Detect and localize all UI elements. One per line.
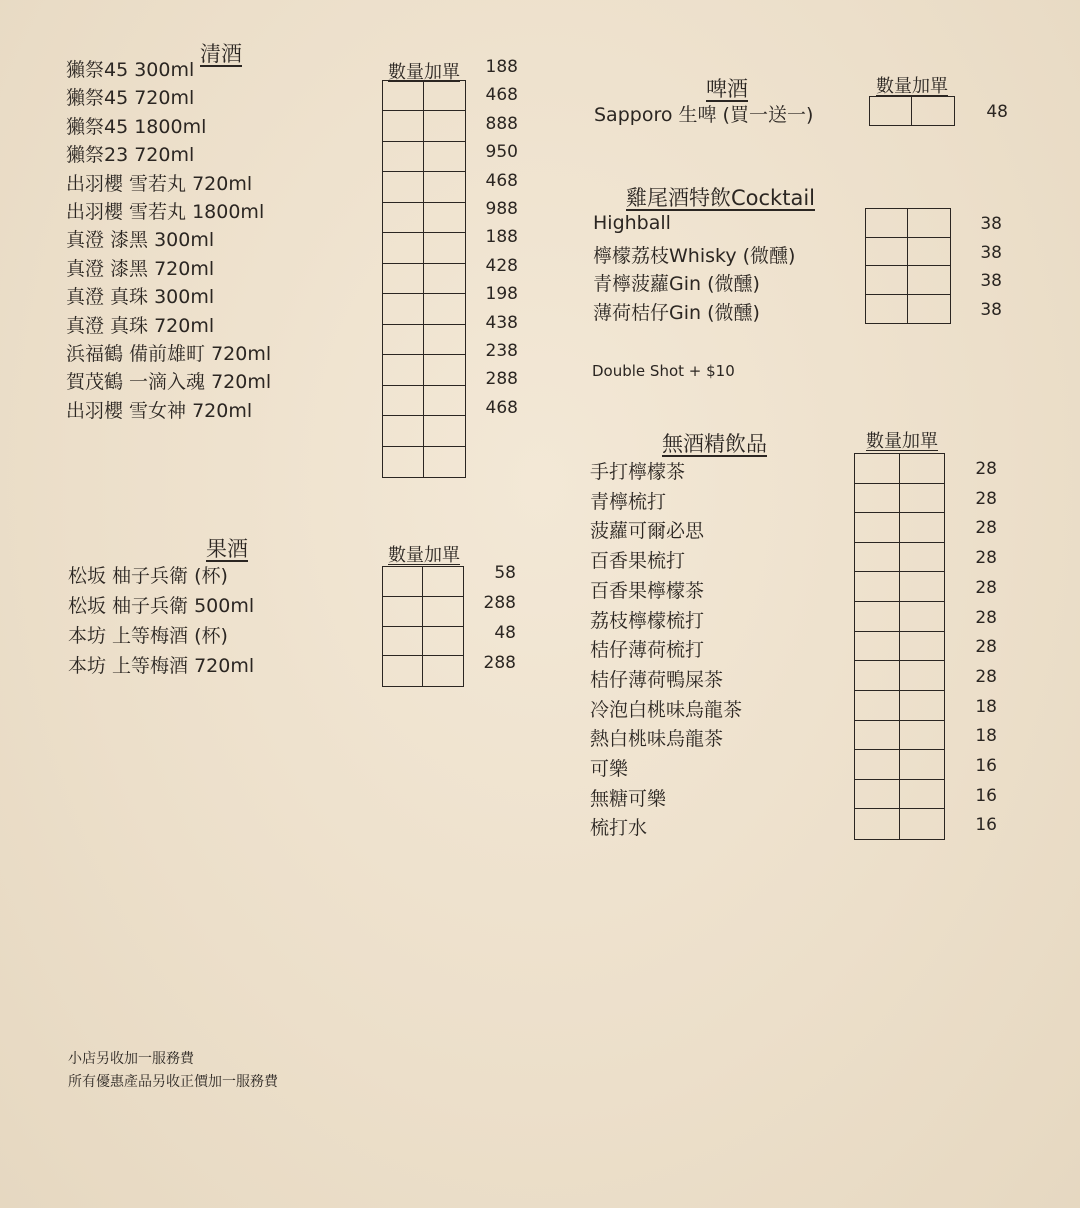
promo-service-charge-note: 所有優惠產品另收正價加一服務費: [68, 1074, 278, 1090]
sake-qty-cell[interactable]: [424, 416, 465, 446]
fruit-wine-quantity-grid[interactable]: [382, 566, 464, 687]
non-alcoholic-qty-cell[interactable]: [855, 543, 900, 573]
sake-qty-cell[interactable]: [383, 416, 424, 446]
sake-item-name: 真澄 漆黑 300ml: [66, 229, 215, 252]
sake-item-price: 428: [485, 255, 518, 276]
sake-qty-cell[interactable]: [383, 203, 424, 233]
sake-qty-cell[interactable]: [424, 111, 465, 141]
non-alcoholic-item-price: 28: [975, 637, 997, 658]
sake-qty-cell[interactable]: [424, 142, 465, 172]
sake-quantity-grid[interactable]: [382, 80, 466, 478]
non-alcoholic-item-name: 冷泡白桃味烏龍茶: [590, 698, 743, 721]
sake-item-name: 出羽櫻 雪女神 720ml: [66, 399, 253, 422]
cocktail-qty-cell[interactable]: [866, 266, 908, 295]
cocktail-item-name: 檸檬荔枝Whisky (微醺): [593, 244, 796, 267]
non-alcoholic-item-name: 無糖可樂: [590, 787, 667, 810]
non-alcoholic-item-name: 青檸梳打: [590, 490, 667, 513]
non-alcoholic-qty-cell[interactable]: [900, 750, 945, 780]
sake-qty-cell[interactable]: [383, 325, 424, 355]
non-alcoholic-qty-cell[interactable]: [900, 661, 945, 691]
sake-qty-cell[interactable]: [424, 355, 465, 385]
fruit-wine-qty-cell[interactable]: [423, 597, 463, 627]
cocktail-qty-cell[interactable]: [866, 238, 908, 267]
sake-qty-cell[interactable]: [383, 355, 424, 385]
non-alcoholic-item-price: 28: [975, 548, 997, 569]
non-alcoholic-item-name: 手打檸檬茶: [590, 461, 686, 483]
sake-qty-cell[interactable]: [424, 172, 465, 202]
non-alcoholic-qty-cell[interactable]: [855, 602, 900, 632]
non-alcoholic-qty-cell[interactable]: [900, 809, 945, 839]
sake-qty-cell[interactable]: [383, 294, 424, 324]
double-shot-note: Double Shot + $10: [592, 362, 735, 380]
non-alcoholic-item-price: 28: [975, 518, 997, 539]
non-alcoholic-qty-cell[interactable]: [900, 602, 945, 632]
sake-item-price: 468: [485, 170, 518, 191]
beer-title: 啤酒: [706, 77, 748, 101]
fruit-wine-item-name: 本坊 上等梅酒 (杯): [68, 625, 228, 647]
non-alcoholic-item-price: 18: [975, 696, 997, 717]
non-alcoholic-item-name: 桔仔薄荷梳打: [590, 639, 705, 662]
cocktail-item-name: 青檸菠蘿Gin (微醺): [593, 273, 760, 295]
non-alcoholic-qty-header: 數量加單: [866, 431, 938, 452]
sake-qty-cell[interactable]: [383, 172, 424, 202]
sake-qty-cell[interactable]: [424, 203, 465, 233]
non-alcoholic-qty-cell[interactable]: [855, 691, 900, 721]
sake-item-name: 獺祭45 720ml: [66, 87, 195, 110]
sake-item-name: 浜福鶴 備前雄町 720ml: [66, 343, 272, 365]
fruit-wine-qty-cell[interactable]: [383, 656, 423, 686]
sake-item-name: 獺祭45 1800ml: [66, 115, 207, 138]
fruit-wine-item-name: 松坂 柚子兵衛 500ml: [68, 595, 255, 617]
fruit-wine-item-name: 松坂 柚子兵衛 (杯): [68, 565, 228, 587]
non-alcoholic-qty-cell[interactable]: [855, 780, 900, 810]
sake-qty-cell[interactable]: [383, 142, 424, 172]
sake-qty-cell[interactable]: [383, 386, 424, 416]
sake-item-price: 188: [485, 227, 518, 248]
sake-item-price: 988: [485, 199, 518, 219]
beer-item-price: 48: [986, 102, 1008, 122]
sake-qty-cell[interactable]: [424, 264, 465, 294]
sake-qty-cell[interactable]: [424, 294, 465, 324]
cocktail-item-price: 38: [980, 299, 1002, 320]
non-alcoholic-item-price: 28: [975, 666, 997, 687]
non-alcoholic-qty-cell[interactable]: [855, 454, 900, 484]
non-alcoholic-item-name: 桔仔薄荷鴨屎茶: [590, 668, 724, 691]
non-alcoholic-qty-cell[interactable]: [900, 543, 945, 573]
fruit-wine-title: 果酒: [206, 537, 248, 561]
non-alcoholic-qty-cell[interactable]: [855, 661, 900, 691]
non-alcoholic-qty-cell[interactable]: [855, 750, 900, 780]
fruit-wine-qty-cell[interactable]: [383, 627, 423, 657]
non-alcoholic-qty-cell[interactable]: [855, 632, 900, 662]
sake-item-name: 賀茂鶴 一滴入魂 720ml: [66, 371, 272, 394]
cocktail-qty-cell[interactable]: [866, 209, 908, 238]
sake-item-price: 198: [485, 284, 518, 305]
sake-item-price: 468: [485, 397, 518, 418]
fruit-wine-item-price: 288: [483, 653, 516, 673]
sake-qty-header: 數量加單: [388, 62, 460, 83]
sake-qty-cell[interactable]: [424, 447, 465, 477]
non-alcoholic-qty-cell[interactable]: [855, 513, 900, 543]
non-alcoholic-item-price: 16: [975, 785, 997, 806]
sake-qty-cell[interactable]: [383, 264, 424, 294]
sake-item-price: 888: [485, 113, 518, 134]
sake-item-name: 真澄 漆黑 720ml: [66, 257, 215, 280]
cocktail-item-name: 薄荷桔仔Gin (微醺): [593, 301, 760, 324]
sake-item-name: 真澄 真珠 300ml: [66, 286, 215, 309]
non-alcoholic-qty-cell[interactable]: [900, 721, 945, 751]
non-alcoholic-item-price: 28: [975, 488, 997, 509]
non-alcoholic-qty-cell[interactable]: [900, 513, 945, 543]
fruit-wine-qty-cell[interactable]: [423, 656, 463, 686]
cocktail-qty-cell[interactable]: [866, 295, 908, 324]
fruit-wine-item-price: 48: [494, 623, 516, 643]
non-alcoholic-qty-cell[interactable]: [900, 454, 945, 484]
sake-item-price: 468: [485, 85, 518, 106]
sake-qty-cell[interactable]: [424, 233, 465, 263]
non-alcoholic-item-price: 18: [975, 726, 997, 747]
beer-qty-cell[interactable]: [870, 97, 912, 125]
fruit-wine-item-price: 58: [494, 563, 516, 583]
sake-item-price: 438: [485, 312, 518, 333]
cocktail-title: 雞尾酒特飲Cocktail: [626, 186, 815, 210]
cocktail-qty-cell[interactable]: [908, 266, 950, 295]
non-alcoholic-qty-cell[interactable]: [900, 780, 945, 810]
sake-qty-cell[interactable]: [383, 447, 424, 477]
non-alcoholic-qty-cell[interactable]: [900, 484, 945, 514]
cocktail-item-name: Highball: [593, 212, 671, 234]
fruit-wine-qty-header: 數量加單: [388, 545, 460, 566]
sake-qty-cell[interactable]: [424, 386, 465, 416]
fruit-wine-qty-cell[interactable]: [423, 567, 463, 597]
non-alcoholic-qty-cell[interactable]: [900, 572, 945, 602]
sake-title: 清酒: [200, 42, 242, 66]
beer-qty-header: 數量加單: [876, 76, 948, 97]
sake-qty-cell[interactable]: [424, 81, 465, 111]
non-alcoholic-item-name: 百香果梳打: [590, 550, 686, 573]
fruit-wine-item-price: 288: [483, 593, 516, 613]
sake-item-name: 真澄 真珠 720ml: [66, 314, 215, 337]
non-alcoholic-qty-cell[interactable]: [855, 721, 900, 751]
sake-item-price: 288: [485, 369, 518, 390]
sake-item-name: 出羽櫻 雪若丸 720ml: [66, 172, 253, 195]
fruit-wine-qty-cell[interactable]: [423, 627, 463, 657]
non-alcoholic-item-name: 荔枝檸檬梳打: [590, 609, 705, 632]
non-alcoholic-item-name: 菠蘿可爾必思: [590, 520, 705, 543]
cocktail-quantity-grid[interactable]: [865, 208, 951, 324]
cocktail-item-price: 38: [980, 271, 1002, 291]
service-charge-note: 小店另收加一服務費: [68, 1051, 194, 1067]
non-alcoholic-item-name: 梳打水: [590, 817, 648, 840]
non-alcoholic-item-price: 28: [975, 459, 997, 479]
sake-item-price: 188: [485, 57, 518, 77]
non-alcoholic-qty-cell[interactable]: [900, 632, 945, 662]
non-alcoholic-item-name: 百香果檸檬茶: [590, 579, 705, 602]
non-alcoholic-item-price: 28: [975, 577, 997, 598]
non-alcoholic-item-price: 16: [975, 815, 997, 836]
sake-qty-cell[interactable]: [383, 111, 424, 141]
sake-qty-cell[interactable]: [383, 233, 424, 263]
fruit-wine-item-name: 本坊 上等梅酒 720ml: [68, 655, 255, 677]
non-alcoholic-qty-cell[interactable]: [855, 484, 900, 514]
sake-item-price: 950: [485, 142, 518, 163]
non-alcoholic-item-price: 28: [975, 607, 997, 628]
beer-quantity-grid[interactable]: [869, 96, 955, 126]
non-alcoholic-qty-cell[interactable]: [855, 809, 900, 839]
cocktail-qty-cell[interactable]: [908, 295, 950, 324]
cocktail-item-price: 38: [980, 214, 1002, 234]
non-alcoholic-item-name: 熱白桃味烏龍茶: [590, 728, 724, 751]
sake-item-name: 獺祭45 300ml: [66, 59, 195, 81]
non-alcoholic-qty-cell[interactable]: [900, 691, 945, 721]
beer-qty-cell[interactable]: [912, 97, 954, 125]
beer-item-name: Sapporo 生啤 (買一送一): [594, 104, 814, 126]
sake-item-name: 獺祭23 720ml: [66, 144, 195, 167]
non-alcoholic-quantity-grid[interactable]: [854, 453, 945, 840]
fruit-wine-qty-cell[interactable]: [383, 597, 423, 627]
non-alcoholic-item-price: 16: [975, 756, 997, 776]
non-alcoholic-item-name: 可樂: [590, 758, 629, 780]
cocktail-qty-cell[interactable]: [908, 238, 950, 267]
cocktail-qty-cell[interactable]: [908, 209, 950, 238]
sake-qty-cell[interactable]: [424, 325, 465, 355]
non-alcoholic-qty-cell[interactable]: [855, 572, 900, 602]
sake-qty-cell[interactable]: [383, 81, 424, 111]
sake-item-name: 出羽櫻 雪若丸 1800ml: [66, 201, 265, 223]
fruit-wine-qty-cell[interactable]: [383, 567, 423, 597]
cocktail-item-price: 38: [980, 242, 1002, 263]
sake-item-price: 238: [485, 341, 518, 361]
non-alcoholic-title: 無酒精飲品: [662, 432, 767, 456]
